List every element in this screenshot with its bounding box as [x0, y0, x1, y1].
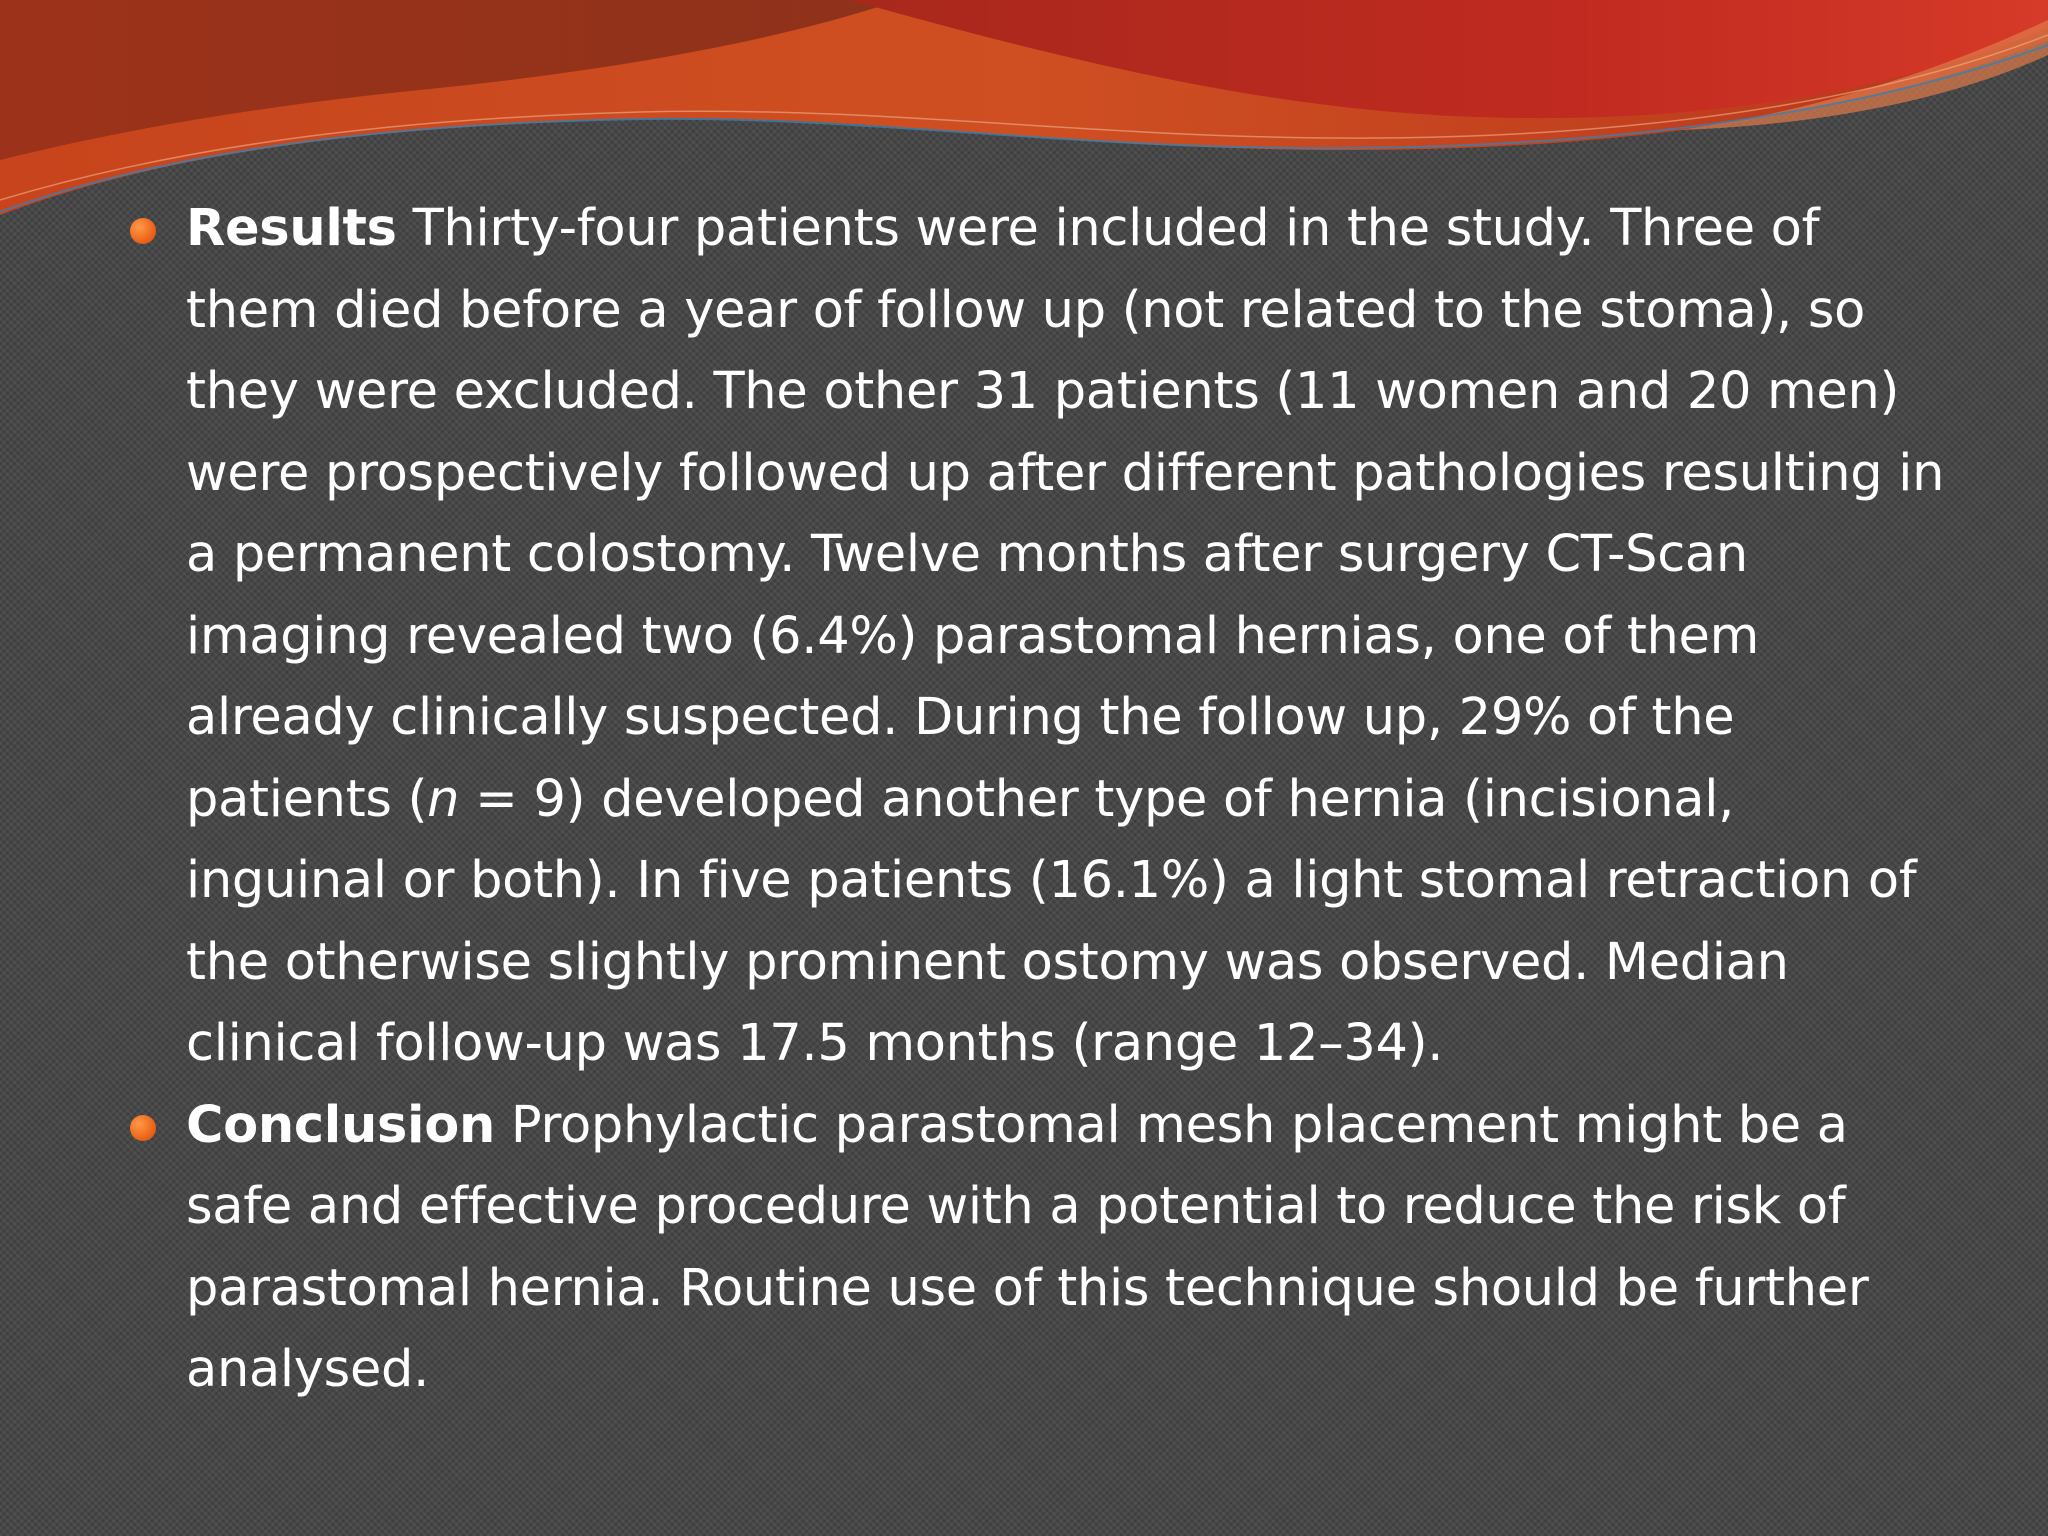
bullet-icon — [130, 218, 156, 244]
results-heading: Results — [186, 199, 397, 258]
bullet-icon — [130, 1115, 156, 1141]
results-italic-n: n — [427, 769, 460, 829]
results-text-part-2: = 9) developed another type of hernia (incisional, inguinal or both). In five patients (16.1%) a light stomal retraction of the otherwise slightly prominent ostomy was observed. Median clinical follow-up was 17.5 months (range 12–34). — [186, 769, 1917, 1073]
conclusion-text: Prophylactic parastomal mesh placement might be a safe and effective procedure with a potential to reduce the risk of parastomal hernia. Routine use of this technique should be further analysed. — [186, 1095, 1869, 1399]
results-text-part-1: Thirty-four patients were included in the study. Three of them died before a year of follow up (not related to the stoma), so they were excluded. The other 31 patients (11 women and 20 men) were prospectively followed up after different pathologies resulting in a permanent colostomy. Twelve months after surgery CT-Scan imaging revealed two (6.4%) parastomal hernias, one of them already clinically suspected. During the follow up, 29% of the patients ( — [186, 199, 1945, 829]
conclusion-paragraph — [130, 1085, 1950, 1411]
results-paragraph — [130, 188, 1950, 1085]
slide-content — [130, 188, 1950, 1411]
conclusion-heading: Conclusion — [186, 1095, 495, 1155]
